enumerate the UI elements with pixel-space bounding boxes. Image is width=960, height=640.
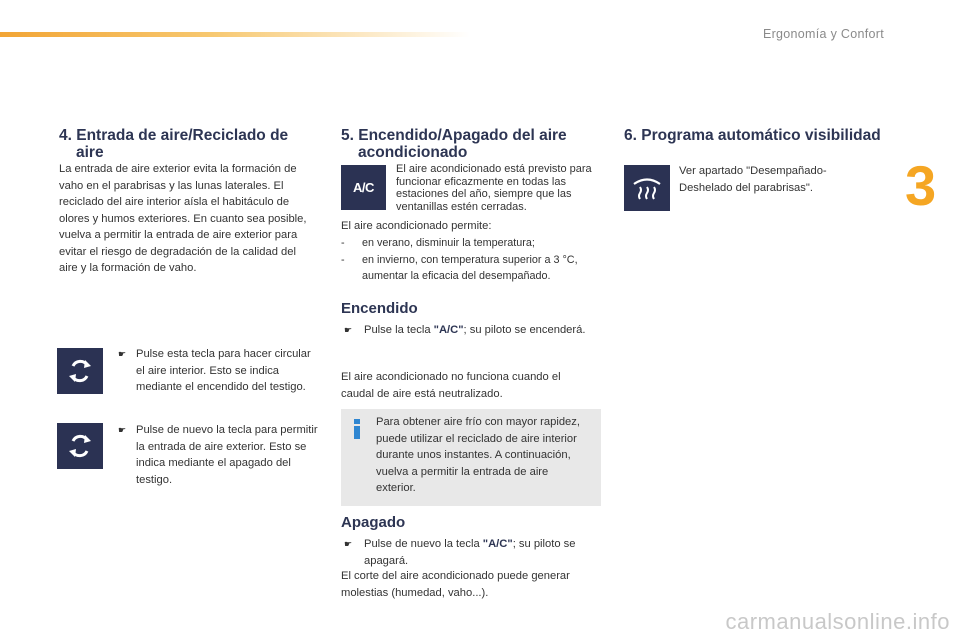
bullet-marker: ☛ xyxy=(118,349,127,359)
info-icon xyxy=(350,419,364,439)
section-6-heading: Programa automático visibilidad xyxy=(641,127,881,144)
info-box xyxy=(341,409,601,506)
ac-key-label: "A/C" xyxy=(433,324,464,336)
ac-description: El aire acondicionado está previsto para funcionar eficazmente en todas las estaciones del año, siempre que las ventanillas estén cerradas. xyxy=(396,163,592,213)
chapter-number: 3 xyxy=(905,154,937,217)
section-6-title xyxy=(624,127,884,144)
section-5-title xyxy=(341,127,601,161)
recirculation-on-text: Pulse esta tecla para hacer circular el aire interior. Esto se indica mediante el encendido del testigo. xyxy=(136,348,311,393)
section-4-intro: La entrada de aire exterior evita la formación de vaho en el parabrisas y las lunas laterales. El reciclado del aire interior aísla el habitáculo de olores y humos exteriores. En cuanto sea posible, vuelva a permitir la entrada de aire exterior para evitar el riesgo de degradación de la calidad del aire y la formación de vaho. xyxy=(59,163,307,274)
list-item: - en verano, disminuir la temperatura; xyxy=(341,237,535,249)
recirculation-off-text: Pulse de nuevo la tecla para permitir la entrada de aire exterior. Esto se indica mediante el apagado del testigo. xyxy=(136,424,318,486)
list-item: - en invierno, con temperatura superior a 3 °C, aumentar la eficacia del desempañado. xyxy=(341,253,578,282)
off-bullet-text-post: ; su piloto se apagará. xyxy=(364,538,576,567)
recirculation-on-bullet xyxy=(118,346,321,396)
bullet-marker: ☛ xyxy=(344,325,353,335)
windscreen-defrost-icon xyxy=(631,174,663,202)
section-5-number: 5. xyxy=(341,127,354,144)
off-note: El corte del aire acondicionado puede generar molestias (humedad, vaho...). xyxy=(341,570,570,599)
recirculation-off-bullet xyxy=(118,422,321,488)
recirculation-button-icon xyxy=(57,348,103,394)
off-heading: Apagado xyxy=(341,514,406,531)
off-bullet-text-pre: Pulse de nuevo la tecla xyxy=(364,538,483,550)
info-text: Para obtener aire frío con mayor rapidez, puede utilizar el reciclado de aire interior durante unos instantes. A continuación, vuelva a permitir la entrada de aire exterior. xyxy=(376,416,580,494)
off-bullet xyxy=(344,536,604,569)
recirculation-icon xyxy=(65,356,95,386)
defrost-button-icon xyxy=(624,165,670,211)
ac-button-icon xyxy=(341,165,386,210)
recirculation-icon xyxy=(65,431,95,461)
recirculation-off-button-icon xyxy=(57,423,103,469)
section-6-text: Ver apartado "Desempañado-Deshelado del parabrisas". xyxy=(679,165,827,194)
ac-permits-label: El aire acondicionado permite: xyxy=(341,220,492,232)
bullet-marker: ☛ xyxy=(344,539,353,549)
bullet-marker: ☛ xyxy=(118,425,127,435)
section-4-heading: Entrada de aire/Reciclado de aire xyxy=(76,127,289,161)
list-item-text: en invierno, con temperatura superior a 3 °C, aumentar la eficacia del desempañado. xyxy=(362,253,578,282)
section-title: Ergonomía y Confort xyxy=(762,27,884,41)
ac-permits-list xyxy=(341,235,606,285)
list-item-text: en verano, disminuir la temperatura; xyxy=(362,237,535,249)
section-4-number: 4. xyxy=(59,127,72,144)
on-heading: Encendido xyxy=(341,300,418,317)
on-note: El aire acondicionado no funciona cuando el caudal de aire está neutralizado. xyxy=(341,371,561,400)
on-bullet-text-post: ; su piloto se encenderá. xyxy=(463,324,586,336)
section-5-heading: Encendido/Apagado del aire acondicionado xyxy=(358,127,567,161)
section-4-title xyxy=(59,127,309,161)
on-bullet xyxy=(344,322,599,339)
header-accent-bar xyxy=(0,32,470,37)
watermark: carmanualsonline.info xyxy=(725,609,950,634)
ac-icon: A/C xyxy=(353,180,374,195)
ac-key-label: "A/C" xyxy=(482,538,513,550)
on-bullet-text-pre: Pulse la tecla xyxy=(364,324,434,336)
section-6-number: 6. xyxy=(624,127,637,144)
